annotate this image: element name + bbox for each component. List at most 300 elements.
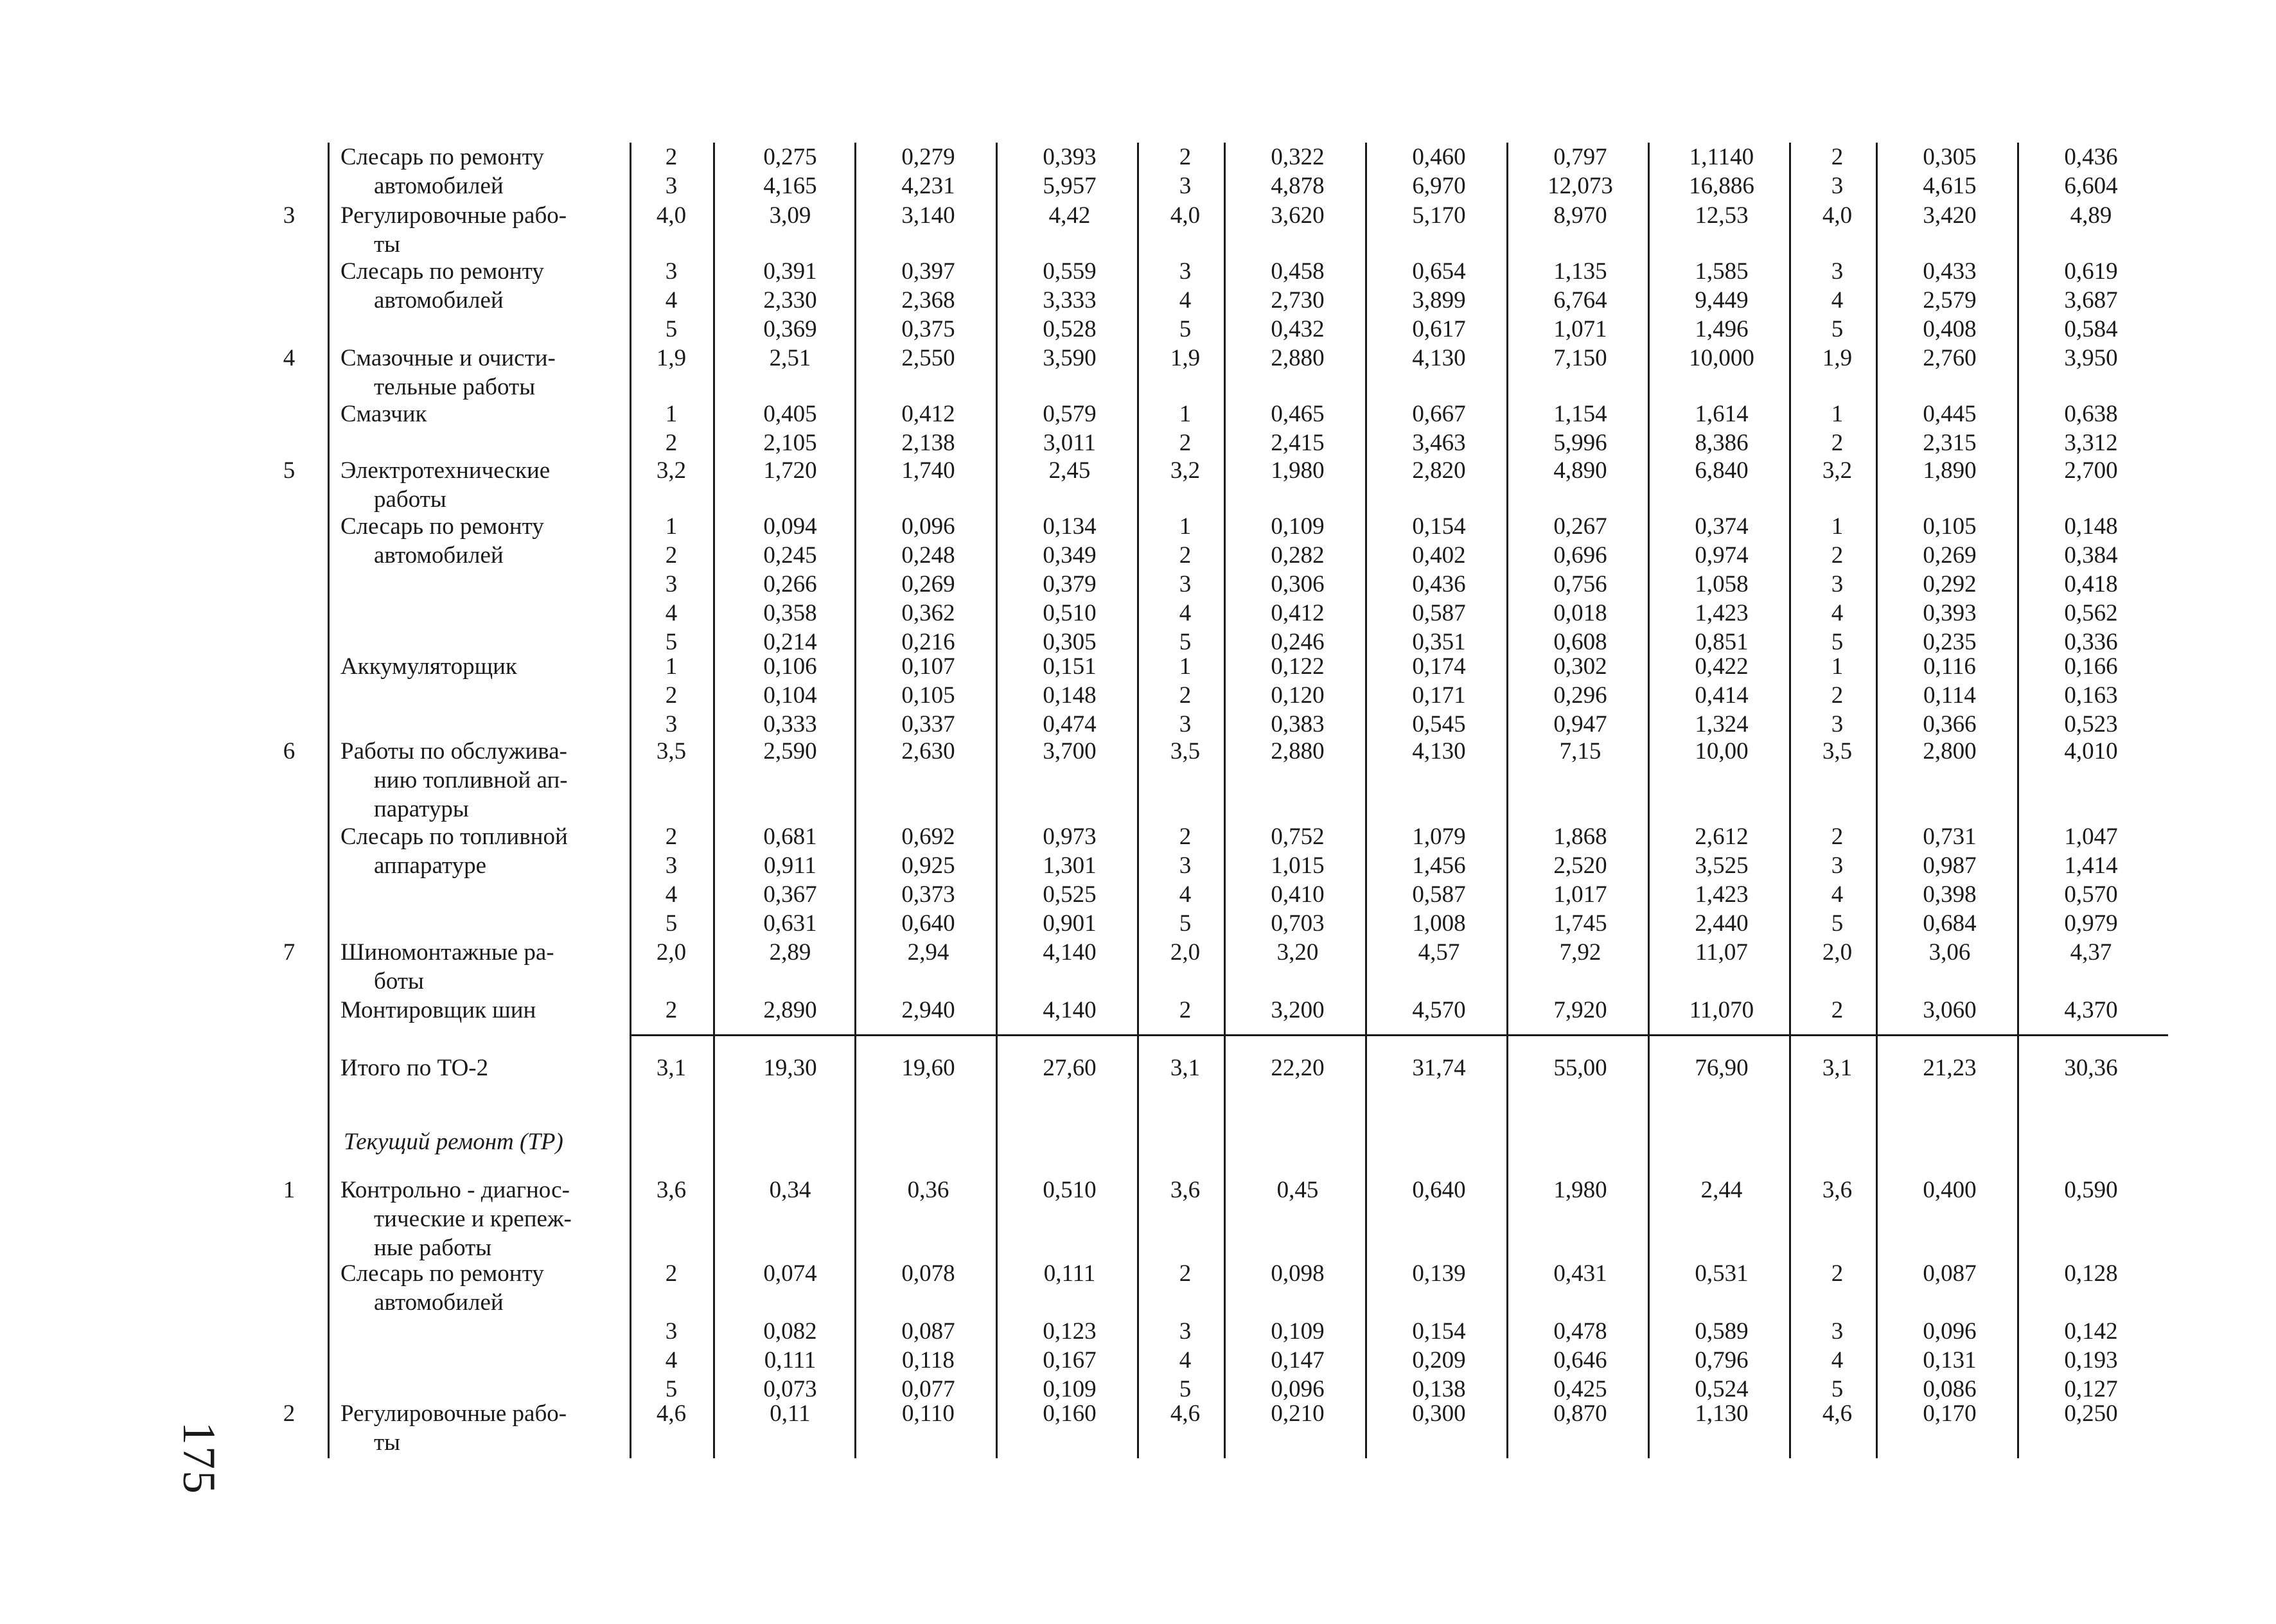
cell-value: 0,646 — [1553, 1347, 1607, 1373]
cell-value: 0,987 — [1923, 852, 1977, 879]
cell-value: 0,589 — [1695, 1318, 1749, 1345]
cell-value: 1,456 — [1412, 852, 1466, 879]
row-number: 7 — [283, 939, 296, 966]
cell-hours-c — [1375, 822, 1503, 938]
cell-hours-b — [1005, 201, 1134, 230]
cell-value: 2 — [665, 542, 678, 569]
cell-value: 3,2 — [1822, 457, 1853, 484]
cell-value: 1 — [1179, 513, 1192, 540]
cell-value: 3 — [665, 571, 678, 597]
cell-value: 0,681 — [763, 824, 817, 850]
row-name-line: Смазчик — [340, 401, 427, 427]
cell-people-b — [1233, 400, 1362, 457]
cell-value: 2,105 — [763, 430, 817, 456]
cell-value: 4 — [665, 1347, 678, 1373]
cell-value: 4 — [665, 600, 678, 626]
cell-hours-a — [864, 996, 992, 1025]
cell-value: 3 — [1831, 571, 1844, 597]
cell-value: 3,140 — [901, 202, 955, 229]
cell-value: 1,890 — [1923, 457, 1977, 484]
cell-value: 0,431 — [1553, 1260, 1607, 1287]
cell-norm-b — [1147, 1054, 1224, 1082]
cell-people-b — [1233, 201, 1362, 230]
cell-value: 4,6 — [1170, 1400, 1201, 1427]
cell-hours-b — [1005, 344, 1134, 373]
cell-hours-b — [1005, 456, 1134, 485]
cell-value: 5 — [1831, 316, 1844, 342]
cell-value: 4 — [1831, 287, 1844, 313]
cell-value: 1 — [1831, 653, 1844, 680]
cell-value: 0,531 — [1695, 1260, 1749, 1287]
row-name — [340, 512, 617, 570]
cell-hours-c — [1375, 1176, 1503, 1205]
cell-value: 31,74 — [1412, 1055, 1466, 1081]
cell-hours-a — [864, 1259, 992, 1288]
cell-value: 4,130 — [1412, 345, 1466, 371]
row-name-line: Слесарь по ремонту — [340, 258, 544, 285]
cell-value: 30,36 — [2064, 1055, 2118, 1081]
cell-people-b — [1233, 456, 1362, 485]
row-name — [340, 996, 617, 1025]
cell-value: 1,135 — [1553, 258, 1607, 285]
cell-value: 2,520 — [1553, 852, 1607, 879]
cell-value: 2,630 — [901, 738, 955, 764]
row-name — [340, 201, 617, 259]
cell-value: 2,730 — [1271, 287, 1325, 313]
rule-c11 — [1876, 143, 1878, 1458]
cell-value: 1,154 — [1553, 401, 1607, 427]
cell-value: 0,696 — [1553, 542, 1607, 569]
cell-value: 0,619 — [2064, 258, 2118, 285]
cell-value: 0,418 — [2064, 571, 2118, 597]
cell-value: 0,267 — [1553, 513, 1607, 540]
cell-hours-e — [1657, 822, 1786, 938]
cell-value: 0,104 — [763, 682, 817, 709]
cell-value: 7,150 — [1553, 345, 1607, 371]
cell-hours-f — [2027, 512, 2155, 657]
cell-hours-f — [2027, 344, 2155, 373]
cell-value: 2,138 — [901, 430, 955, 456]
cell-value: 0,245 — [763, 542, 817, 569]
cell-norm-a — [636, 938, 707, 967]
cell-hours-b — [1005, 257, 1134, 344]
cell-people-c — [1885, 143, 2014, 200]
cell-value: 6,840 — [1695, 457, 1749, 484]
cell-value: 3,700 — [1043, 738, 1097, 764]
cell-value: 2 — [1831, 144, 1844, 170]
cell-value: 3,09 — [769, 202, 811, 229]
cell-value: 3 — [1179, 1318, 1192, 1345]
cell-norm-b — [1147, 344, 1224, 373]
rule-c12 — [2017, 143, 2019, 1458]
cell-value: 0,979 — [2064, 910, 2118, 937]
cell-hours-f — [2027, 1054, 2155, 1082]
cell-norm-b — [1147, 512, 1224, 657]
cell-value: 3,06 — [1928, 939, 1971, 966]
row-name — [340, 652, 617, 681]
cell-value: 0,078 — [901, 1260, 955, 1287]
cell-value: 0,405 — [763, 401, 817, 427]
cell-value: 0,209 — [1412, 1347, 1466, 1373]
cell-people-b — [1233, 344, 1362, 373]
cell-hours-f — [2027, 652, 2155, 739]
cell-norm-c — [1799, 400, 1876, 457]
cell-value: 0,458 — [1271, 258, 1325, 285]
cell-value: 1,614 — [1695, 401, 1749, 427]
cell-people-c — [1885, 456, 2014, 485]
cell-norm-c — [1799, 344, 1876, 373]
cell-value: 0,073 — [763, 1376, 817, 1402]
cell-value: 3,6 — [1170, 1177, 1201, 1203]
row-name-line: работы — [374, 486, 446, 513]
cell-norm-a — [636, 1259, 707, 1288]
cell-value: 0,851 — [1695, 629, 1749, 655]
cell-value: 2,315 — [1923, 430, 1977, 456]
cell-value: 0,638 — [2064, 401, 2118, 427]
cell-value: 10,000 — [1689, 345, 1754, 371]
cell-norm-c — [1799, 1399, 1876, 1428]
cell-value: 0,684 — [1923, 910, 1977, 937]
cell-hours-c — [1375, 400, 1503, 457]
cell-value: 0,163 — [2064, 682, 2118, 709]
row-name-line: Слесарь по ремонту — [340, 1260, 544, 1287]
cell-value: 1,585 — [1695, 258, 1749, 285]
cell-value: 0,109 — [1271, 513, 1325, 540]
cell-value: 0,096 — [1923, 1318, 1977, 1345]
rule-c5 — [1137, 143, 1139, 1458]
rule-c3 — [854, 143, 856, 1458]
cell-norm-a — [636, 737, 707, 766]
cell-value: 2,0 — [656, 939, 687, 966]
cell-value: 0,123 — [1043, 1318, 1097, 1345]
cell-value: 3 — [1831, 258, 1844, 285]
cell-value: 2,440 — [1695, 910, 1749, 937]
rule-c1 — [630, 143, 631, 1458]
cell-value: 0,36 — [907, 1177, 949, 1203]
cell-value: 5 — [665, 1376, 678, 1402]
cell-value: 1,071 — [1553, 316, 1607, 342]
cell-value: 5 — [665, 910, 678, 937]
cell-norm-c — [1799, 652, 1876, 739]
cell-value: 2 — [1179, 1260, 1192, 1287]
cell-value: 1,9 — [656, 345, 687, 371]
cell-value: 3 — [665, 258, 678, 285]
rule-c8 — [1506, 143, 1508, 1458]
cell-value: 0,111 — [764, 1347, 816, 1373]
cell-value: 5 — [1831, 1376, 1844, 1402]
cell-hours-f — [2027, 822, 2155, 938]
cell-value: 0,148 — [1043, 682, 1097, 709]
cell-value: 0,082 — [763, 1318, 817, 1345]
rule-left — [328, 143, 330, 1458]
cell-value: 3,590 — [1043, 345, 1097, 371]
cell-people-b — [1233, 512, 1362, 657]
cell-value: 5,957 — [1043, 173, 1097, 199]
cell-value: 3,2 — [656, 457, 687, 484]
cell-hours-b — [1005, 652, 1134, 739]
cell-value: 4,010 — [2064, 738, 2118, 764]
cell-norm-c — [1799, 822, 1876, 938]
cell-value: 4,165 — [763, 173, 817, 199]
cell-value: 0,282 — [1271, 542, 1325, 569]
cell-value: 0,731 — [1923, 824, 1977, 850]
cell-norm-c — [1799, 938, 1876, 967]
cell-value: 0,524 — [1695, 1376, 1749, 1402]
row-name-line: ные работы — [374, 1235, 492, 1261]
cell-value: 4 — [665, 287, 678, 313]
cell-value: 2,45 — [1048, 457, 1091, 484]
cell-value: 0,383 — [1271, 711, 1325, 737]
cell-value: 2 — [665, 682, 678, 709]
cell-value: 4 — [1831, 1347, 1844, 1373]
cell-value: 0,147 — [1271, 1347, 1325, 1373]
cell-value: 0,216 — [901, 629, 955, 655]
cell-value: 21,23 — [1923, 1055, 1977, 1081]
cell-value: 2,579 — [1923, 287, 1977, 313]
cell-value: 0,160 — [1043, 1400, 1097, 1427]
cell-value: 2 — [1831, 430, 1844, 456]
cell-value: 0,214 — [763, 629, 817, 655]
cell-value: 0,106 — [763, 653, 817, 680]
cell-value: 0,425 — [1553, 1376, 1607, 1402]
cell-norm-c — [1799, 456, 1876, 485]
cell-value: 5 — [1179, 910, 1192, 937]
row-name-line: автомобилей — [374, 287, 504, 313]
cell-hours-b — [1005, 1399, 1134, 1428]
cell-value: 2 — [665, 824, 678, 850]
cell-value: 2 — [1179, 542, 1192, 569]
cell-hours-a — [864, 400, 992, 457]
cell-hours-f — [2027, 1259, 2155, 1288]
cell-value: 2,550 — [901, 345, 955, 371]
cell-value: 0,077 — [901, 1376, 955, 1402]
cell-people-b — [1233, 1176, 1362, 1205]
cell-people-c — [1885, 1054, 2014, 1082]
cell-value: 0,947 — [1553, 711, 1607, 737]
cell-value: 0,266 — [763, 571, 817, 597]
cell-value: 0,400 — [1923, 1177, 1977, 1203]
cell-people-c — [1885, 996, 2014, 1025]
cell-value: 3 — [1831, 1318, 1844, 1345]
page-number: 175 — [173, 1422, 225, 1495]
cell-value: 4 — [1831, 881, 1844, 908]
cell-value: 1,079 — [1412, 824, 1466, 850]
cell-hours-d — [1516, 400, 1645, 457]
row-name-line: Слесарь по топливной — [340, 824, 568, 850]
cell-hours-f — [2027, 456, 2155, 485]
cell-hours-d — [1516, 143, 1645, 200]
cell-value: 0,752 — [1271, 824, 1325, 850]
cell-value: 0,796 — [1695, 1347, 1749, 1373]
cell-value: 1,1140 — [1689, 144, 1754, 170]
cell-value: 0,167 — [1043, 1347, 1097, 1373]
cell-value: 0,587 — [1412, 881, 1466, 908]
cell-value: 0,193 — [2064, 1347, 2118, 1373]
cell-hours-e — [1657, 1259, 1786, 1288]
row-number: 1 — [283, 1177, 296, 1203]
cell-value: 0,478 — [1553, 1318, 1607, 1345]
cell-value: 0,640 — [1412, 1177, 1466, 1203]
cell-hours-a — [864, 737, 992, 766]
cell-value: 3,1 — [1170, 1055, 1201, 1081]
cell-people-c — [1885, 1259, 2014, 1288]
cell-norm-c — [1799, 143, 1876, 200]
cell-value: 0,305 — [1043, 629, 1097, 655]
cell-people-a — [726, 822, 854, 938]
cell-norm-b — [1147, 257, 1224, 344]
cell-norm-c — [1799, 1054, 1876, 1082]
row-name — [340, 822, 617, 880]
cell-value: 2,94 — [907, 939, 949, 966]
cell-value: 0,087 — [901, 1318, 955, 1345]
cell-hours-d — [1516, 737, 1645, 766]
cell-value: 3,6 — [1822, 1177, 1853, 1203]
cell-value: 1,130 — [1695, 1400, 1749, 1427]
cell-value: 0,107 — [901, 653, 955, 680]
cell-value: 6,604 — [2064, 173, 2118, 199]
cell-people-a — [726, 737, 854, 766]
cell-value: 1 — [1179, 401, 1192, 427]
cell-value: 1,008 — [1412, 910, 1466, 937]
cell-value: 0,269 — [1923, 542, 1977, 569]
cell-value: 0,608 — [1553, 629, 1607, 655]
cell-value: 4,0 — [1170, 202, 1201, 229]
cell-value: 2,89 — [769, 939, 811, 966]
cell-value: 2,760 — [1923, 345, 1977, 371]
cell-value: 3 — [665, 711, 678, 737]
cell-norm-a — [636, 344, 707, 373]
cell-value: 4,89 — [2070, 202, 2112, 229]
row-name-line: автомобилей — [374, 173, 504, 199]
row-name-line: Работы по обслужива- — [340, 738, 567, 764]
cell-value: 0,433 — [1923, 258, 1977, 285]
cell-people-a — [726, 1317, 854, 1404]
row-name-line: Регулировочные рабо- — [340, 1400, 567, 1427]
cell-norm-c — [1799, 1259, 1876, 1288]
cell-hours-d — [1516, 456, 1645, 485]
cell-norm-b — [1147, 996, 1224, 1025]
cell-value: 3,5 — [1170, 738, 1201, 764]
cell-value: 0,302 — [1553, 653, 1607, 680]
cell-value: 3 — [1179, 852, 1192, 879]
row-name-line: Шиномонтажные ра- — [340, 939, 554, 966]
cell-value: 7,920 — [1553, 997, 1607, 1023]
cell-value: 5 — [1179, 629, 1192, 655]
cell-hours-c — [1375, 938, 1503, 967]
cell-value: 2 — [1831, 682, 1844, 709]
cell-value: 0,118 — [902, 1347, 955, 1373]
cell-value: 4,890 — [1553, 457, 1607, 484]
cell-hours-d — [1516, 1054, 1645, 1082]
cell-value: 4 — [1179, 1347, 1192, 1373]
cell-value: 0,391 — [763, 258, 817, 285]
cell-value: 2,800 — [1923, 738, 1977, 764]
cell-people-c — [1885, 822, 2014, 938]
cell-norm-b — [1147, 400, 1224, 457]
cell-value: 0,098 — [1271, 1260, 1325, 1287]
cell-value: 4,42 — [1048, 202, 1091, 229]
cell-value: 0,246 — [1271, 629, 1325, 655]
cell-value: 0,337 — [901, 711, 955, 737]
row-name-line: Аккумуляторщик — [340, 653, 517, 680]
row-name — [340, 1399, 617, 1457]
cell-value: 0,703 — [1271, 910, 1325, 937]
cell-hours-e — [1657, 344, 1786, 373]
cell-value: 0,250 — [2064, 1400, 2118, 1427]
cell-hours-a — [864, 512, 992, 657]
cell-value: 0,408 — [1923, 316, 1977, 342]
row-name-line: Монтировщик шин — [340, 997, 536, 1023]
cell-hours-e — [1657, 400, 1786, 457]
cell-value: 2,612 — [1695, 824, 1749, 850]
cell-value: 0,398 — [1923, 881, 1977, 908]
cell-value: 0,171 — [1412, 682, 1466, 709]
cell-value: 27,60 — [1043, 1055, 1097, 1081]
cell-hours-f — [2027, 1176, 2155, 1205]
cell-value: 0,109 — [1043, 1376, 1097, 1402]
cell-value: 1,980 — [1271, 457, 1325, 484]
cell-value: 0,510 — [1043, 600, 1097, 626]
cell-value: 0,366 — [1923, 711, 1977, 737]
cell-people-c — [1885, 737, 2014, 766]
cell-value: 2,0 — [1170, 939, 1201, 966]
cell-hours-e — [1657, 1176, 1786, 1205]
cell-value: 1 — [665, 401, 678, 427]
cell-value: 2,330 — [763, 287, 817, 313]
cell-value: 1,980 — [1553, 1177, 1607, 1203]
cell-value: 1,720 — [763, 457, 817, 484]
cell-people-c — [1885, 512, 2014, 657]
cell-value: 4,615 — [1923, 173, 1977, 199]
cell-value: 2,590 — [763, 738, 817, 764]
cell-value: 22,20 — [1271, 1055, 1325, 1081]
cell-value: 3 — [1179, 258, 1192, 285]
cell-value: 0,128 — [2064, 1260, 2118, 1287]
cell-hours-d — [1516, 344, 1645, 373]
row-number: 5 — [283, 457, 296, 484]
row-name — [340, 737, 617, 824]
cell-value: 0,122 — [1271, 653, 1325, 680]
row-name-line: ты — [374, 231, 401, 258]
cell-value: 4,570 — [1412, 997, 1466, 1023]
cell-norm-b — [1147, 652, 1224, 739]
cell-value: 1 — [665, 653, 678, 680]
cell-hours-c — [1375, 344, 1503, 373]
cell-hours-a — [864, 938, 992, 967]
cell-value: 0,116 — [1923, 653, 1976, 680]
cell-value: 19,30 — [763, 1055, 817, 1081]
cell-value: 2,880 — [1271, 345, 1325, 371]
row-name-line: Итого по ТО-2 — [340, 1055, 489, 1081]
cell-value: 0,870 — [1553, 1400, 1607, 1427]
cell-norm-a — [636, 1054, 707, 1082]
cell-value: 1,740 — [901, 457, 955, 484]
cell-hours-d — [1516, 512, 1645, 657]
cell-value: 3,1 — [1822, 1055, 1853, 1081]
cell-value: 6,764 — [1553, 287, 1607, 313]
cell-hours-b — [1005, 938, 1134, 967]
cell-value: 0,654 — [1412, 258, 1466, 285]
cell-people-b — [1233, 822, 1362, 938]
cell-value: 0,374 — [1695, 513, 1749, 540]
cell-hours-e — [1657, 1054, 1786, 1082]
cell-value: 3 — [1179, 571, 1192, 597]
cell-value: 5 — [665, 629, 678, 655]
cell-norm-c — [1799, 1176, 1876, 1205]
cell-hours-f — [2027, 996, 2155, 1025]
cell-value: 2,368 — [901, 287, 955, 313]
cell-value: 3 — [1831, 711, 1844, 737]
